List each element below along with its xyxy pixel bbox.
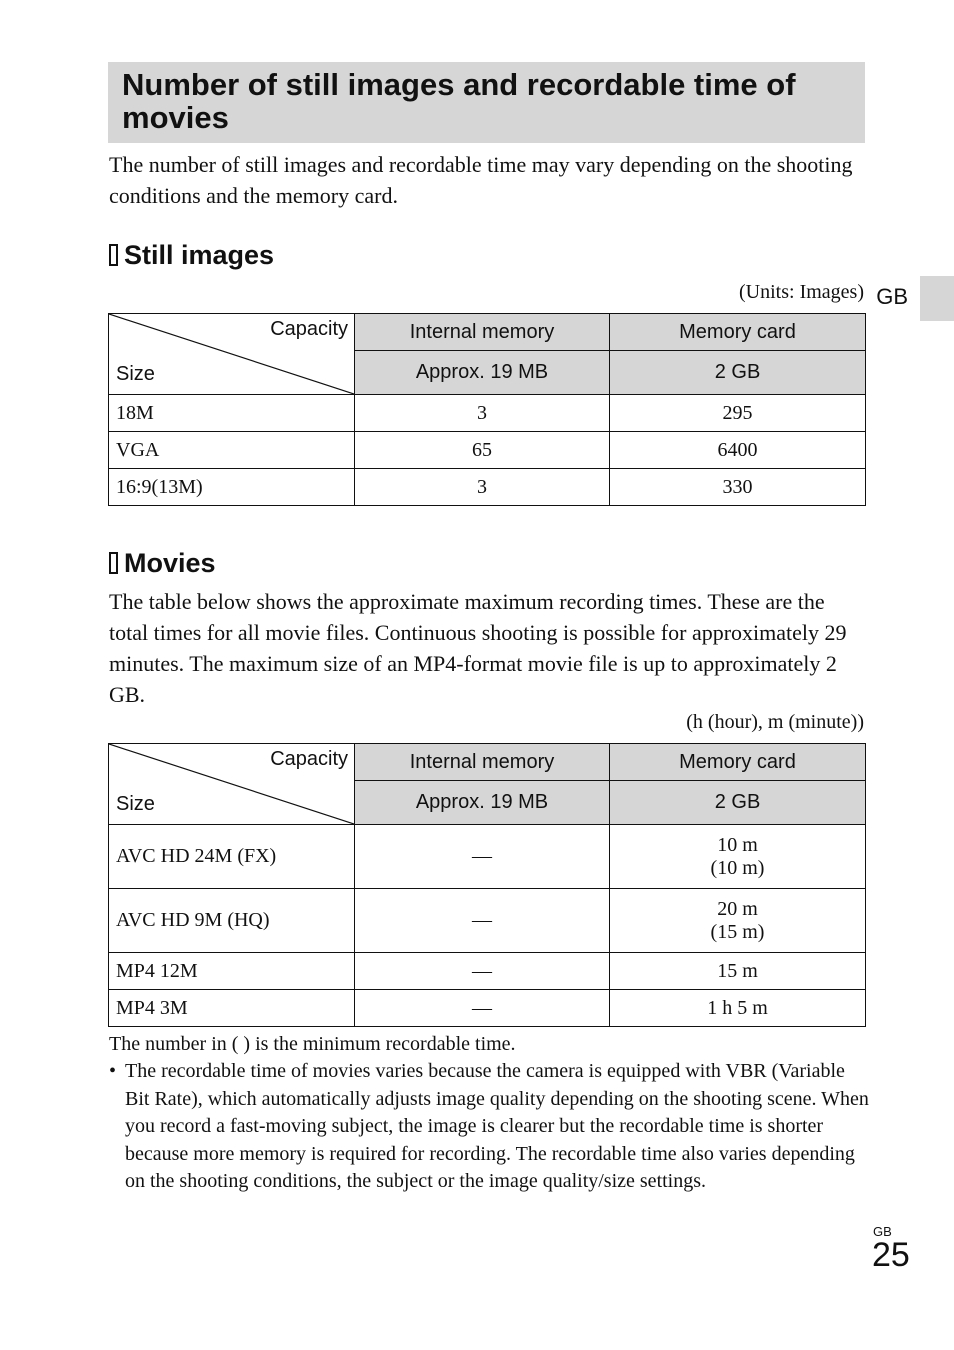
still-images-heading-text: Still images <box>124 240 275 270</box>
row-card-min-time: (10 m) <box>710 856 765 879</box>
subheader-internal: Approx. 19 MB <box>355 351 610 395</box>
row-size: 16:9(13M) <box>109 469 355 506</box>
column-header-internal: Internal memory <box>355 744 610 781</box>
row-internal: 3 <box>355 395 610 432</box>
row-card-min-time: (15 m) <box>710 920 765 943</box>
row-internal: — <box>355 889 610 953</box>
table-corner-cell <box>109 314 355 395</box>
still-images-heading <box>109 239 274 271</box>
row-size: MP4 12M <box>109 953 355 990</box>
still-units-note: (Units: Images) <box>739 281 864 303</box>
row-card: 1 h 5 m <box>610 990 866 1027</box>
vbr-bullet-text: The recordable time of movies varies because the camera is equipped with VBR (Variable Bit Rate), which automatically adjusts image quality depending on the shooting scene. When you record a fast-moving subject, the image is clearer but the recordable time is shorter because more memory is required for recording. The recordable time also varies depending on the shooting conditions, the subject or the image quality/size settings. <box>125 1060 869 1192</box>
side-tab-label: GB <box>876 284 908 309</box>
row-internal: 3 <box>355 469 610 506</box>
row-card <box>610 825 866 889</box>
row-card: 6400 <box>610 432 866 469</box>
size-label: Size <box>116 363 155 385</box>
table-row <box>109 825 866 889</box>
column-header-card: Memory card <box>610 744 866 781</box>
table-row <box>109 990 866 1027</box>
row-internal: — <box>355 990 610 1027</box>
size-label: Size <box>116 793 155 815</box>
subheader-card: 2 GB <box>610 781 866 825</box>
row-card <box>610 889 866 953</box>
row-internal: — <box>355 825 610 889</box>
page-number: 25 <box>872 1236 910 1274</box>
row-card-time: 10 m <box>717 833 758 856</box>
movies-heading-text: Movies <box>124 548 216 578</box>
table-row <box>109 469 866 506</box>
row-size: VGA <box>109 432 355 469</box>
movies-table <box>108 743 866 1027</box>
capacity-label: Capacity <box>270 748 348 770</box>
movies-heading <box>109 547 216 579</box>
table-row <box>109 432 866 469</box>
minimum-time-note: The number in ( ) is the minimum recordable time. <box>109 1033 516 1055</box>
movies-units-note: (h (hour), m (minute)) <box>686 711 864 733</box>
column-header-card: Memory card <box>610 314 866 351</box>
row-card-time: 20 m <box>717 897 758 920</box>
heading-marker-icon <box>109 244 118 266</box>
subheader-internal: Approx. 19 MB <box>355 781 610 825</box>
row-size: AVC HD 24M (FX) <box>109 825 355 889</box>
row-card: 330 <box>610 469 866 506</box>
row-size: MP4 3M <box>109 990 355 1027</box>
row-size: 18M <box>109 395 355 432</box>
movies-description: The table below shows the approximate maximum recording times. These are the total times for all movie files. Continuous shooting is possible for approximately 29 minutes. The maximum size of an MP4-format movie file is up to approximately 2 GB. <box>109 589 847 707</box>
row-internal: 65 <box>355 432 610 469</box>
subheader-card: 2 GB <box>610 351 866 395</box>
intro-paragraph: The number of still images and recordable time may vary depending on the shooting conditions and the memory card. <box>109 152 853 208</box>
vbr-bullet <box>109 1058 869 1196</box>
row-internal: — <box>355 953 610 990</box>
table-corner-cell <box>109 744 355 825</box>
row-card: 295 <box>610 395 866 432</box>
column-header-internal: Internal memory <box>355 314 610 351</box>
page-title: Number of still images and recordable time of movies <box>122 67 796 135</box>
title-banner <box>108 62 865 143</box>
table-row <box>109 889 866 953</box>
row-card: 15 m <box>610 953 866 990</box>
page-region-label: GB <box>873 1224 892 1239</box>
still-images-table <box>108 313 866 506</box>
capacity-label: Capacity <box>270 318 348 340</box>
bullet-icon: • <box>109 1060 117 1082</box>
table-row <box>109 395 866 432</box>
side-tab-marker <box>920 276 954 321</box>
heading-marker-icon <box>109 552 118 574</box>
row-size: AVC HD 9M (HQ) <box>109 889 355 953</box>
table-row <box>109 953 866 990</box>
